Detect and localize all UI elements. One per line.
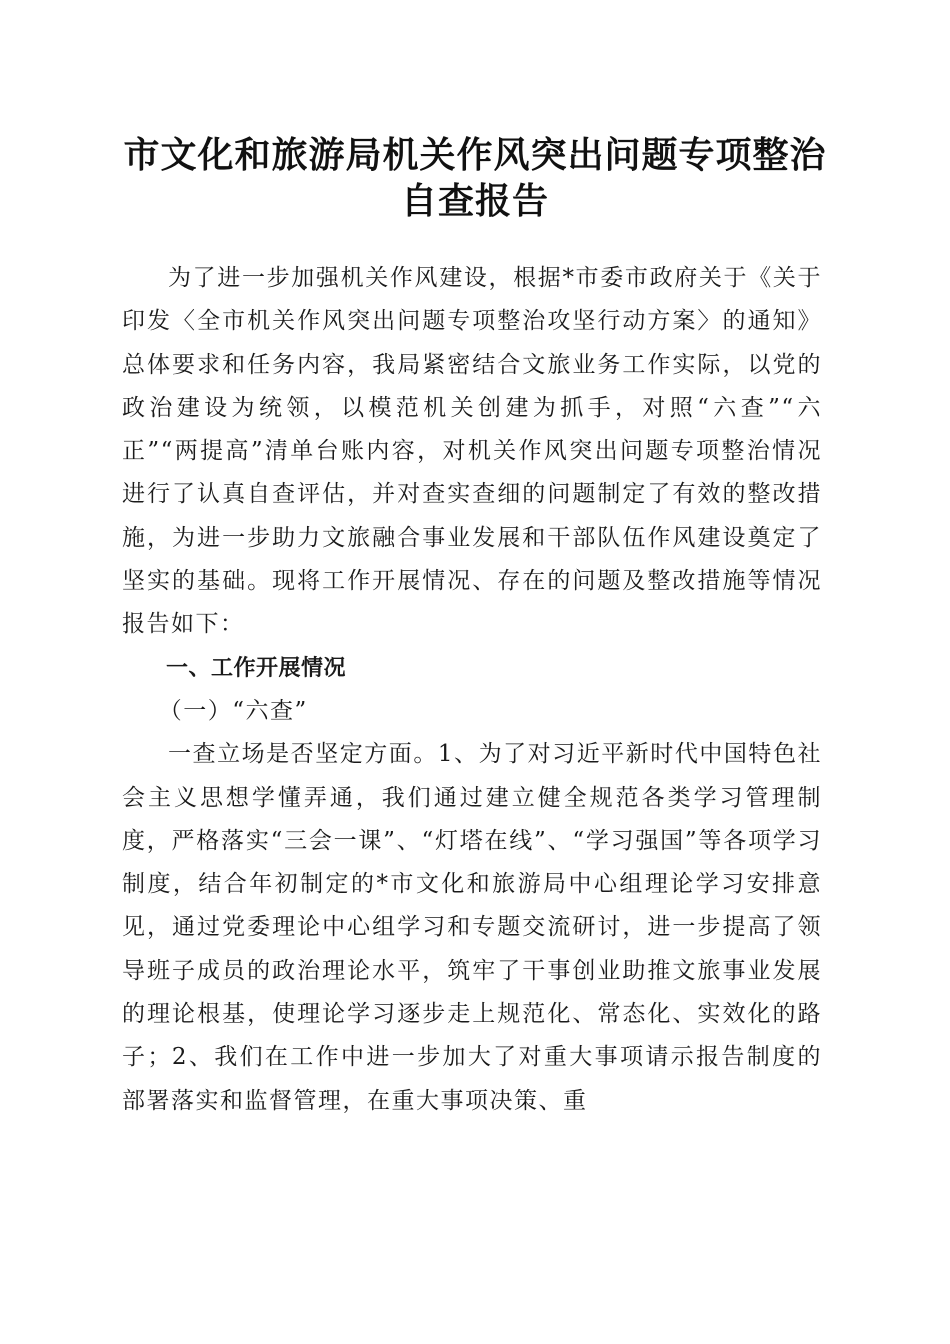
document-body (122, 257, 822, 1123)
section-heading-work-progress: 一、工作开展情况 (166, 655, 347, 681)
intro-paragraph: 为了进一步加强机关作风建设，根据*市委市政府关于《关于印发〈全市机关作风突出问题专项整治攻坚行动方案〉的通知》总体要求和任务内容，我局紧密结合文旅业务工作实际，以党的政治建设为统领，以模范机关创建为抓手，对照“六查”“六正”“两提高”清单台账内容，对机关作风突出问题专项整治情况进行了认真自查评估，并对查实查细的问题制定了有效的整改措施，为进一步助力文旅融合事业发展和干部队伍作风建设奠定了坚实的基础。现将工作开展情况、存在的问题及整改措施等情况报告如下： (122, 265, 822, 638)
document-title: 市文化和旅游局机关作风突出问题专项整治自查报告 (123, 134, 827, 222)
section-paragraph: 一查立场是否坚定方面。1、为了对习近平新时代中国特色社会主义思想学懂弄通，我们通过建立健全规范各类学习管理制度，严格落实“三会一课”、“灯塔在线”、“学习强国”等各项学习制度，结合年初制定的*市文化和旅游局中心组理论学习安排意见，通过党委理论中心组学习和专题交流研讨，进一步提高了领导班子成员的政治理论水平，筑牢了干事创业助推文旅事业发展的理论根基，使理论学习逐步走上规范化、常态化、实效化的路子；2、我们在工作中进一步加大了对重大事项请示报告制度的部署落实和监督管理，在重大事项决策、重 (122, 741, 822, 1114)
subsection-heading-six-checks: （一）“六查” (158, 697, 308, 724)
